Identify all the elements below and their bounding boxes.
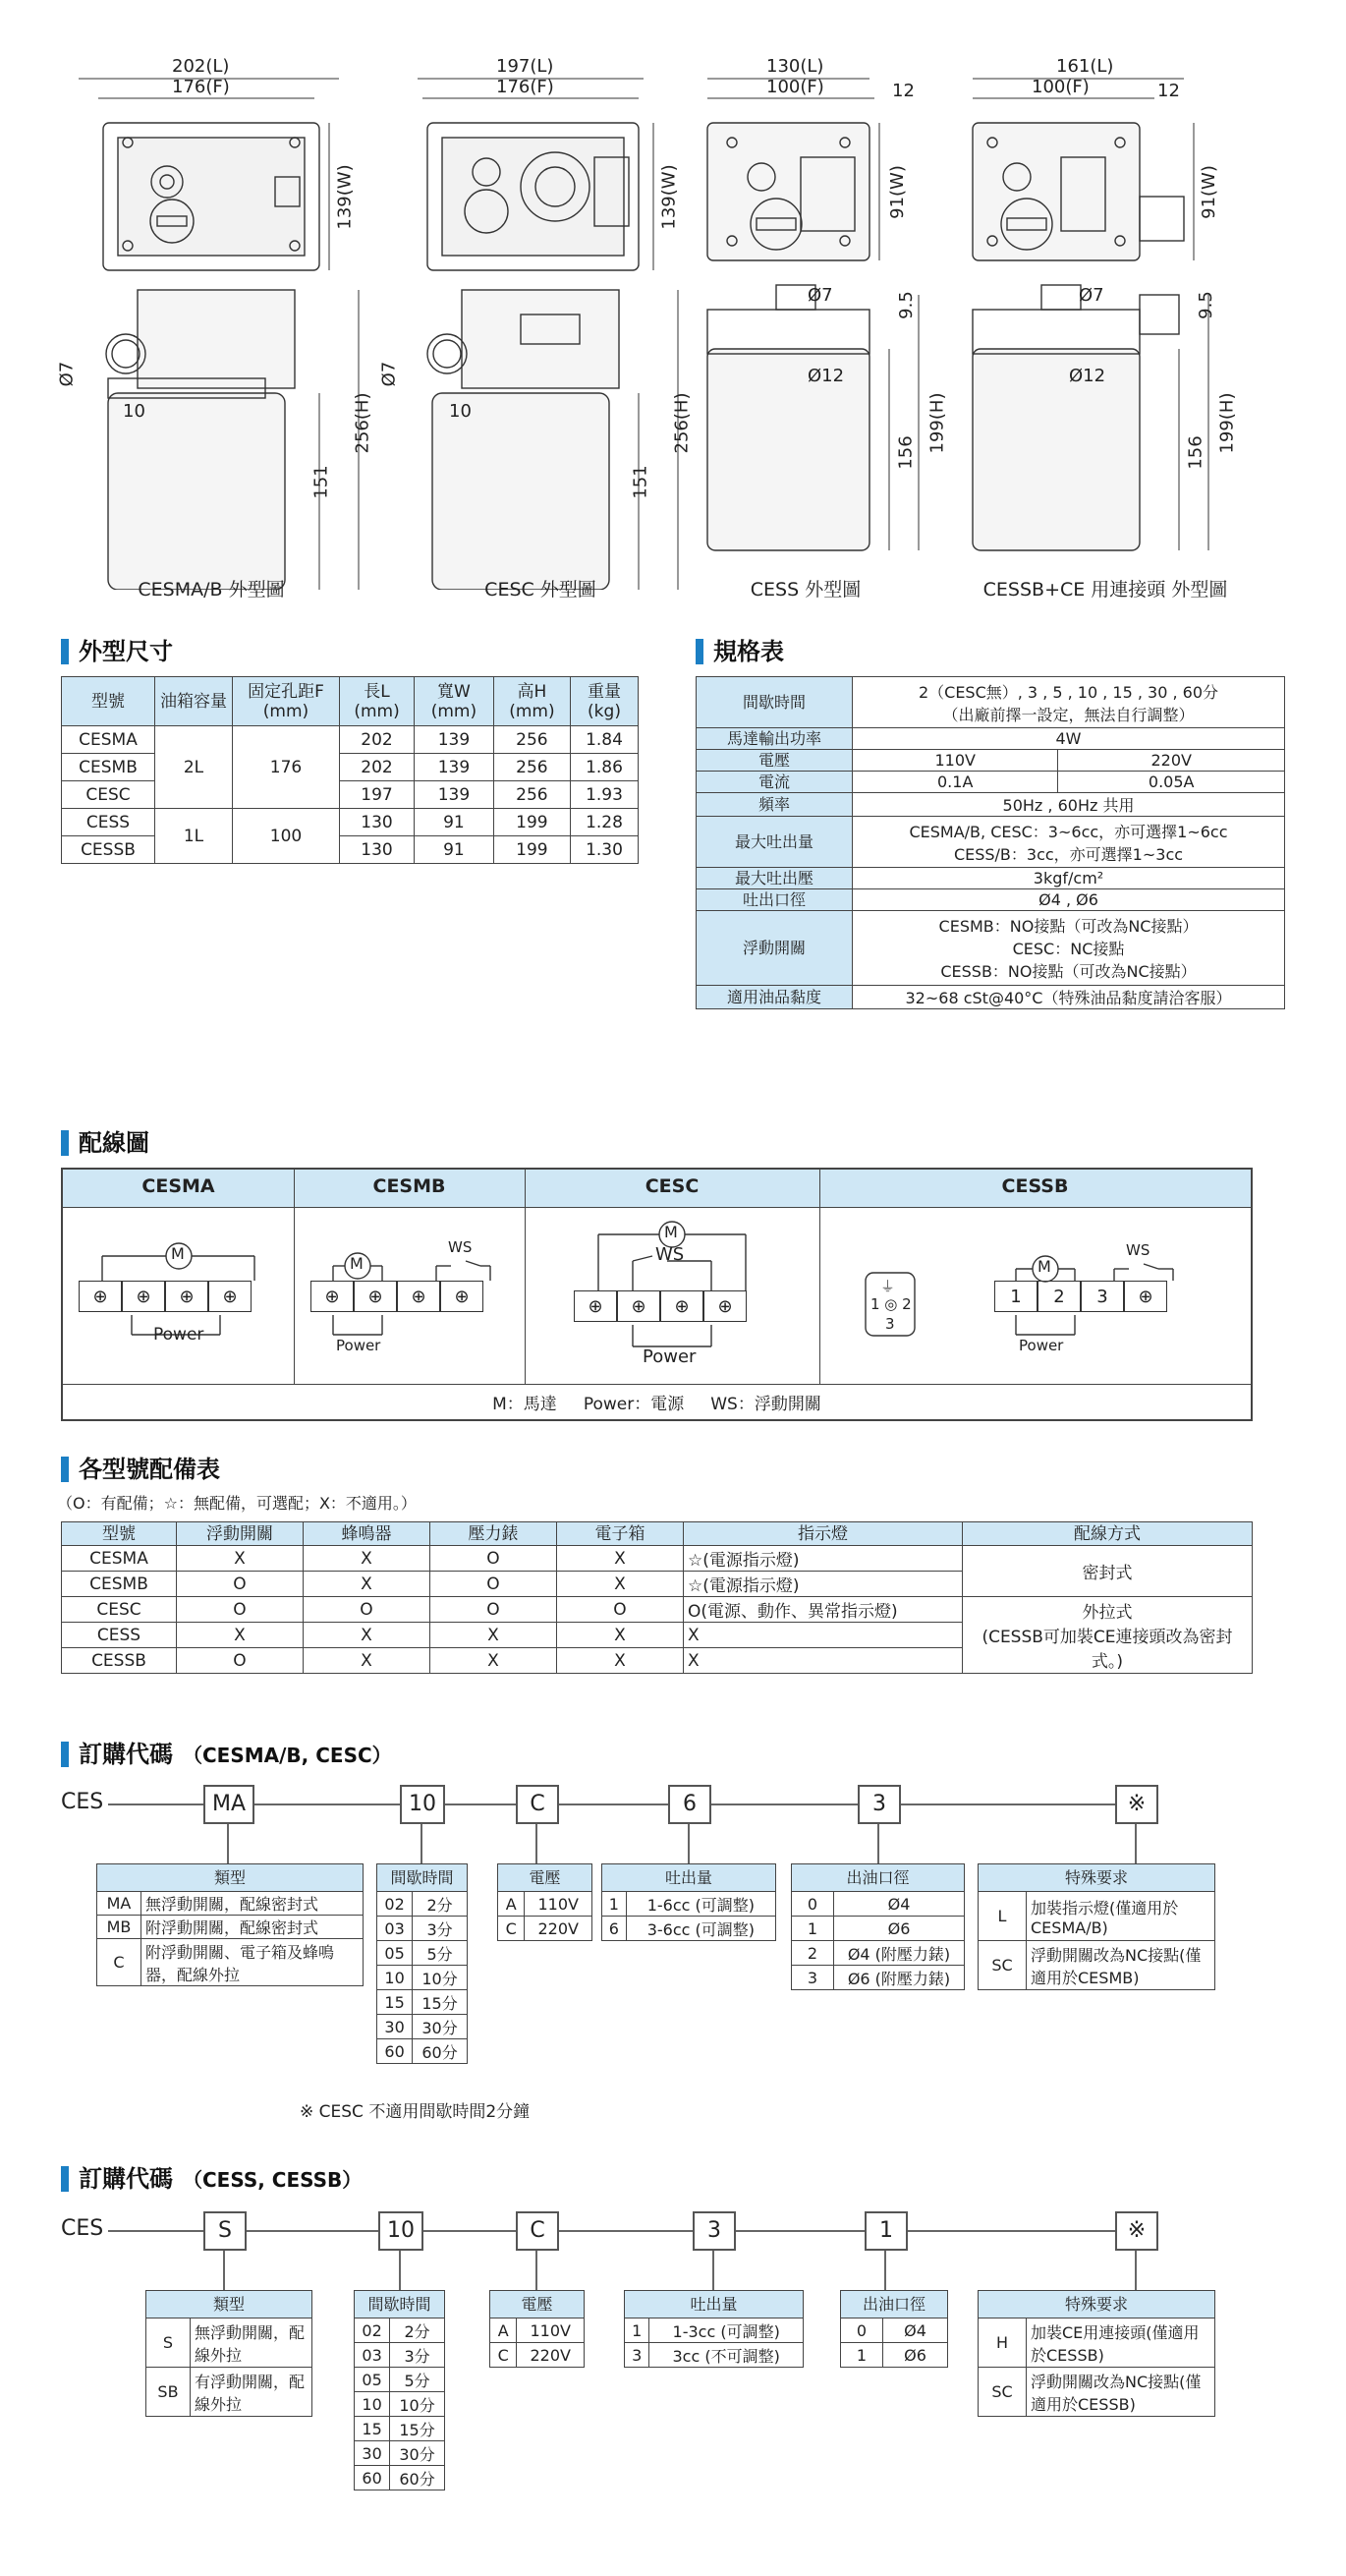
cesc-dim-f: 176(F) xyxy=(496,77,554,97)
cesma-dim-10: 10 xyxy=(123,401,145,422)
order2-volt-table: 電壓 A 110V C 220V xyxy=(489,2290,585,2368)
table-row: CESMB 202 139 256 1.86 xyxy=(62,754,639,781)
cess-dim-h: 199(H) xyxy=(926,392,948,454)
cess-dim-156: 156 xyxy=(895,435,917,470)
order1-type-table: 類型 MA 無浮動開關，配線密封式 MB 附浮動開關，配線密封式 C 附浮動開關、電子箱及蜂鳴器，配線外拉 xyxy=(96,1863,364,1986)
terminals-cesc: ⊕ ⊕ ⊕ ⊕ xyxy=(574,1290,747,1322)
dims-h-h: 高H (mm) xyxy=(493,677,570,726)
order1-code-discharge: 6 xyxy=(668,1785,711,1824)
order2-port-table: 出油口徑 0 Ø4 1 Ø6 xyxy=(840,2290,948,2368)
order2-code-discharge: 3 xyxy=(693,2211,736,2251)
cess-top-view xyxy=(707,123,869,260)
cesma-dim-151: 151 xyxy=(310,465,332,499)
plug-pins: 1 ◎ 2 xyxy=(870,1295,912,1313)
wiring-title: 配線圖 xyxy=(61,1128,149,1158)
order2-code-interval: 10 xyxy=(378,2211,423,2251)
order2-special-table: 特殊要求 H 加裝CE用連接頭(僅適用於CESSB) SC 浮動開關改為NC接點(僅適用於CESSB) xyxy=(978,2290,1215,2417)
cesma-dim-f: 176(F) xyxy=(172,77,230,97)
dims-h-l: 長L (mm) xyxy=(340,677,415,726)
cessb-dim-d12: Ø12 xyxy=(1069,366,1106,386)
cess-dim-d12: Ø12 xyxy=(808,366,845,386)
cess-dim-95: 9.5 xyxy=(895,291,917,319)
table-row: CESS 1L 100 130 91 199 1.28 xyxy=(62,809,639,836)
plug-ground: ⏚ xyxy=(880,1278,896,1295)
order1-volt-table: 電壓 A 110V C 220V xyxy=(497,1863,592,1941)
cessb-dim-l: 161(L) xyxy=(1056,56,1114,77)
order2-code-special: ※ xyxy=(1115,2211,1158,2251)
caption-cesc: CESC 外型圖 xyxy=(484,579,596,601)
table-row: CESMA 2L 176 202 139 256 1.84 xyxy=(62,726,639,754)
cess-dim-f: 100(F) xyxy=(766,77,824,97)
order2-code-volt: C xyxy=(516,2211,559,2251)
cesma-dim-h: 256(H) xyxy=(352,392,373,454)
cesc-dim-l: 197(L) xyxy=(496,56,554,77)
order1-discharge-table: 吐出量 1 1-6cc (可調整) 6 3-6cc (可調整) xyxy=(601,1863,776,1941)
spec-table: 間歇時間 2（CESC無）, 3 , 5 , 10 , 15 , 30 , 60分 （出廠前擇一設定，無法自行調整） 馬達輸出功率 4W 電壓 110V 220V 電流 0.1A 0.05A 頻率 50Hz , 60Hz 共用 最大吐出量 CESMA/B, CESC：3~6cc，亦可選擇1~6cc CESS/B：3cc，亦可選擇1~3cc 最大吐出壓 3kgf/cm² 吐出口徑 Ø4 , Ø6 浮動開關 CESMB：NO接點（可改為NC接點） CESC：NC接點 CESSB：NO接點（可改為NC接點） 適用油品黏度 32~68 cSt@40°C（特殊油品黏度請洽客服） xyxy=(696,676,1285,1009)
table-row: CESSB O X X X X xyxy=(62,1648,1253,1674)
terminals-cesma: ⊕ ⊕ ⊕ ⊕ xyxy=(79,1281,252,1312)
dims-h-kg: 重量(kg) xyxy=(571,677,639,726)
cessb-dim-w: 91(W) xyxy=(1198,165,1219,219)
caption-cess: CESS 外型圖 xyxy=(750,579,862,601)
order1-code-port: 3 xyxy=(858,1785,901,1824)
terminals-cessb: 1 2 3 ⊕ xyxy=(994,1281,1167,1312)
table-row: CESMA X X O X ☆(電源指示燈) 密封式 xyxy=(62,1546,1253,1572)
order1-note: ※ CESC 不適用間歇時間2分鐘 xyxy=(300,2102,531,2122)
cessb-dim-95: 9.5 xyxy=(1195,291,1216,319)
cesc-dim-w: 139(W) xyxy=(658,164,680,230)
table-row: CESS X X X X X xyxy=(62,1623,1253,1648)
order2-code-port: 1 xyxy=(865,2211,908,2251)
order2-code-type: S xyxy=(203,2211,247,2251)
order2-title: 訂購代碼 （CESS, CESSB） xyxy=(61,2164,362,2194)
dims-h-w: 寬W (mm) xyxy=(415,677,494,726)
plug-pin3: 3 xyxy=(885,1315,895,1333)
order1-code-type: MA xyxy=(203,1785,254,1824)
cessb-dim-156: 156 xyxy=(1185,435,1206,470)
wiring-legend: M：馬達 Power：電源 WS：浮動開關 xyxy=(492,1395,821,1414)
cess-dim-l: 130(L) xyxy=(766,56,824,77)
dims-h-model: 型號 xyxy=(62,677,155,726)
table-row: CESC 197 139 256 1.93 xyxy=(62,781,639,809)
cesc-dim-h: 256(H) xyxy=(671,392,693,454)
cesc-side-view xyxy=(432,393,609,590)
equip-note: （O：有配備；☆：無配備，可選配；X：不適用。） xyxy=(57,1494,417,1513)
table-row: CESMB O X O X ☆(電源指示燈) xyxy=(62,1572,1253,1597)
cess-dim-w: 91(W) xyxy=(886,165,908,219)
order1-title: 訂購代碼 （CESMA/B, CESC） xyxy=(61,1740,392,1769)
cesma-side-view xyxy=(108,393,285,590)
order2-interval-table: 間歇時間 02 2分 03 3分 05 5分 10 10分 15 15分 30 30分 60 60分 xyxy=(354,2290,445,2490)
cesma-dim-w: 139(W) xyxy=(334,164,356,230)
cessb-side-view xyxy=(973,349,1140,550)
terminals-cesmb: ⊕ ⊕ ⊕ ⊕ xyxy=(310,1281,483,1312)
cesc-dim-d7: Ø7 xyxy=(378,361,400,387)
table-row: CESC O O O O O(電源、動作、異常指示燈) 外拉式 (CESSB可加裝CE連接頭改為密封式。) xyxy=(62,1597,1253,1623)
cessb-dim-h: 199(H) xyxy=(1216,392,1238,454)
order2-type-table: 類型 S 無浮動開關，配線外拉 SB 有浮動開關，配線外拉 xyxy=(145,2290,312,2417)
cesc-dim-151: 151 xyxy=(630,465,651,499)
caption-cesma: CESMA/B 外型圖 xyxy=(138,579,285,601)
cess-dim-d7: Ø7 xyxy=(808,285,833,306)
equip-table: 型號 浮動開關 蜂鳴器 壓力錶 電子箱 指示燈 配線方式 CESMA X X O X ☆(電源指示燈) 密封式 CESMB O X O X ☆(電源指示燈) CESC O O O O O(電源、動作、異常指示燈) 外拉式 (CESSB可加裝CE連接頭改為密封式。) CESS X X X X X CESSB O X X X X xyxy=(61,1521,1253,1674)
dims-h-f: 固定孔距F (mm) xyxy=(233,677,340,726)
cesma-dim-d7: Ø7 xyxy=(56,361,78,387)
cesma-dim-l: 202(L) xyxy=(172,56,230,77)
dims-h-cap: 油箱容量 xyxy=(155,677,233,726)
order1-special-table: 特殊要求 L 加裝指示燈(僅適用於CESMA/B) SC 浮動開關改為NC接點(僅適用於CESMB) xyxy=(978,1863,1215,1990)
wiring-diagram: CESMA CESMB CESC CESSB M M M M WS WS WS ⊕ ⊕ ⊕ ⊕ ⊕ ⊕ ⊕ ⊕ ⊕ ⊕ ⊕ ⊕ 1 2 3 ⊕ Power Power Power Power ⏚ 1 ◎ 2 3 M：馬達 Power：電源 WS：浮動開關 xyxy=(61,1168,1253,1421)
order2-discharge-table: 吐出量 1 1-3cc (可調整) 3 3cc (不可調整) xyxy=(624,2290,804,2368)
spec-title: 規格表 xyxy=(696,637,784,666)
order1-interval-table: 間歇時間 02 2分 03 3分 05 5分 10 10分 15 15分 30 30分 60 60分 xyxy=(376,1863,468,2064)
equip-title: 各型號配備表 xyxy=(61,1455,220,1484)
dims-title: 外型尺寸 xyxy=(61,637,173,666)
order1-port-table: 出油口徑 0 Ø4 1 Ø6 2 Ø4 (附壓力錶) 3 Ø6 (附壓力錶) xyxy=(791,1863,965,1990)
order1-code-special: ※ xyxy=(1115,1785,1158,1824)
cessb-dim-f: 100(F) xyxy=(1032,77,1090,97)
dims-table xyxy=(61,676,639,864)
order1-code-interval: 10 xyxy=(400,1785,445,1824)
cess-side-view xyxy=(707,349,869,550)
cessb-dim-12: 12 xyxy=(1157,81,1180,101)
cessb-dim-d7: Ø7 xyxy=(1079,285,1104,306)
cesc-dim-10: 10 xyxy=(449,401,472,422)
order1-code-volt: C xyxy=(516,1785,559,1824)
caption-cessb: CESSB+CE 用連接頭 外型圖 xyxy=(982,579,1228,601)
order1-prefix: CES xyxy=(61,1790,104,1814)
table-row: CESSB 130 91 199 1.30 xyxy=(62,836,639,864)
cess-dim-12: 12 xyxy=(892,81,915,101)
order2-prefix: CES xyxy=(61,2216,104,2241)
